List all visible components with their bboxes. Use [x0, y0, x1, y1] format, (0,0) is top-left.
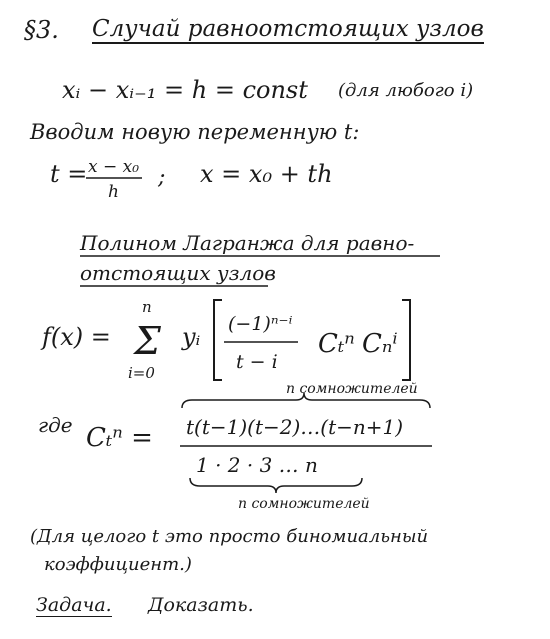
- t-lhs: t =: [50, 160, 88, 188]
- fraction-numerator: (−1)ⁿ⁻ⁱ: [228, 313, 293, 335]
- step-note: (для любого i): [338, 80, 474, 101]
- brace-bottom-label: n сомножителей: [238, 496, 370, 512]
- binom-c-t-n: Cₜⁿ: [318, 329, 355, 359]
- t-numerator: x − x₀: [88, 157, 140, 177]
- task-label: Задача.: [36, 594, 112, 616]
- lagrange-title-line2: отстоящих узлов: [80, 261, 276, 285]
- section-title: Случай равноотстоящих узлов: [92, 16, 484, 42]
- task-text: Доказать.: [148, 594, 254, 616]
- t-denominator: h: [108, 182, 119, 202]
- right-bracket: [402, 300, 410, 380]
- where-label: где: [38, 413, 73, 437]
- brace-top-label: n сомножителей: [286, 381, 418, 397]
- bottom-brace: [190, 478, 362, 493]
- remark-line2: коэффициент.): [44, 554, 192, 575]
- lagrange-title-line1: Полином Лагранжа для равно-: [80, 231, 415, 255]
- step-equation: xᵢ − xᵢ₋₁ = h = const: [62, 76, 308, 104]
- sum-lower-limit: i=0: [128, 364, 155, 382]
- formula-y: yᵢ: [182, 323, 201, 351]
- binom-c-n-i: Cₙⁱ: [362, 329, 398, 359]
- sum-upper-limit: n: [142, 298, 152, 316]
- sum-sign: Σ: [134, 319, 161, 363]
- separator-comma: ;: [158, 165, 166, 190]
- binom-numerator: t(t−1)(t−2)…(t−n+1): [186, 415, 404, 439]
- left-bracket: [214, 300, 222, 380]
- remark-line1: (Для целого t это просто биномиальный: [30, 526, 429, 547]
- fraction-denominator: t − i: [236, 351, 278, 373]
- x-expression: x = x₀ + th: [200, 160, 333, 188]
- section-number: §3.: [24, 16, 59, 44]
- binom-denominator: 1 · 2 · 3 … n: [196, 453, 318, 477]
- new-variable-intro: Вводим новую переменную t:: [30, 120, 360, 144]
- formula-lhs: f(x) =: [42, 323, 111, 351]
- binom-label: Cₜⁿ =: [86, 423, 153, 453]
